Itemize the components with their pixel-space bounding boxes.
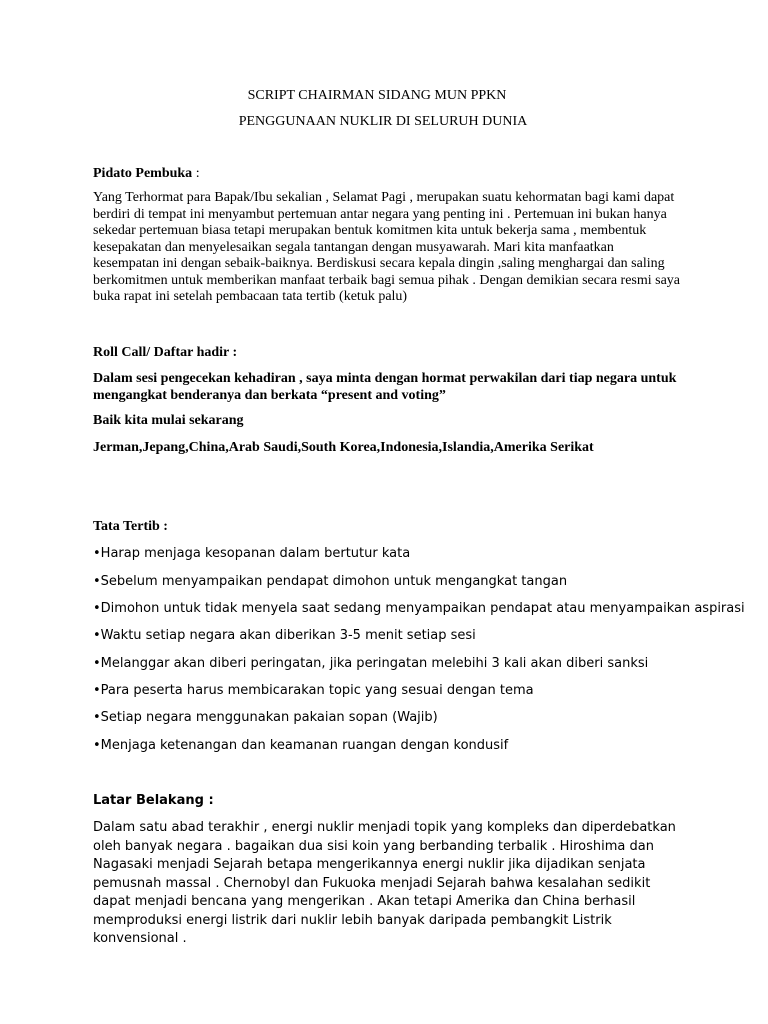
rule-item — [93, 628, 693, 644]
rule-item — [93, 574, 693, 590]
rule-item — [93, 683, 693, 699]
bullet-icon: • — [93, 628, 101, 643]
rule-item — [93, 656, 693, 672]
roll-call-paragraph: Dalam sesi pengecekan kehadiran , saya minta dengan hormat perwakilan dari tiap negara untuk mengangkat benderanya dan berkata “present and voting” — [93, 371, 677, 403]
rule-text: Harap menjaga kesopanan dalam bertutur kata — [100, 546, 411, 561]
latar-belakang-heading: Latar Belakang : — [93, 793, 214, 808]
pidato-heading-colon: : — [192, 166, 200, 181]
roll-call-start: Baik kita mulai sekarang — [93, 413, 244, 428]
rule-text: Dimohon untuk tidak menyela saat sedang menyampaikan pendapat atau menyampaikan aspirasi — [100, 601, 745, 616]
latar-belakang-paragraph: Dalam satu abad terakhir , energi nuklir menjadi topik yang kompleks dan diperdebatkan oleh banyak negara . bagaikan dua sisi koin yang berbanding terbalik . Hiroshima dan Nagasaki menjadi Sejarah betapa mengerikannya energi nuklir jika dijadikan senjata pemusnah massal . Chernobyl dan Fukuoka menjadi Sejarah bahwa kesalahan sedikit dapat menjadi bencana yang mengerikan . Akan tetapi Amerika dan China berhasil memproduksi energi listrik dari nuklir lebih banyak daripada pembangkit Listrik konvensional . — [93, 820, 676, 946]
document-title: SCRIPT CHAIRMAN SIDANG MUN PPKN — [247, 88, 507, 103]
rule-item — [93, 546, 693, 562]
pidato-paragraph: Yang Terhormat para Bapak/Ibu sekalian , Selamat Pagi , merupakan suatu kehormatan bagi kami dapat berdiri di tempat ini menyambut pertemuan antar negara yang penting ini . Pertemuan ini bukan hanya sekedar pertemuan biasa tetapi merupakan bentuk komitmen kita untuk bekerja sama , membentuk kesepakatan dan menyelesaikan segala tantangan dengan musyawarah. Mari kita manfaatkan kesempatan ini dengan sebaik-baiknya. Berdiskusi secara kepala dingin ,saling menghargai dan saling berkomitmen untuk memberikan manfaat terbaik bagi semua pihak . Dengan demikian secara resmi saya buka rapat ini setelah pembacaan tata tertib (ketuk palu) — [93, 190, 681, 304]
pidato-heading-label: Pidato Pembuka — [93, 166, 193, 181]
bullet-icon: • — [93, 710, 101, 725]
bullet-icon: • — [93, 601, 101, 616]
rule-item — [93, 601, 745, 617]
rule-text: Waktu setiap negara akan diberikan 3-5 menit setiap sesi — [100, 628, 476, 643]
rule-text: Melanggar akan diberi peringatan, jika peringatan melebihi 3 kali akan diberi sanksi — [100, 656, 649, 671]
country-list: Jerman,Jepang,China,Arab Saudi,South Korea,Indonesia,Islandia,Amerika Serikat — [93, 440, 594, 455]
tata-tertib-heading: Tata Tertib : — [93, 519, 168, 534]
bullet-icon: • — [93, 683, 101, 698]
document-subtitle: PENGGUNAAN NUKLIR DI SELURUH DUNIA — [238, 114, 528, 129]
rule-item — [93, 738, 693, 754]
rule-text: Para peserta harus membicarakan topic yang sesuai dengan tema — [100, 683, 534, 698]
rule-item — [93, 710, 693, 726]
rule-text: Menjaga ketenangan dan keamanan ruangan dengan kondusif — [100, 738, 509, 753]
bullet-icon: • — [93, 738, 101, 753]
rule-text: Sebelum menyampaikan pendapat dimohon untuk mengangkat tangan — [100, 574, 568, 589]
bullet-icon: • — [93, 546, 101, 561]
rule-text: Setiap negara menggunakan pakaian sopan (Wajib) — [100, 710, 438, 725]
bullet-icon: • — [93, 574, 101, 589]
pidato-heading — [93, 166, 683, 182]
bullet-icon: • — [93, 656, 101, 671]
roll-call-heading: Roll Call/ Daftar hadir : — [93, 345, 238, 360]
